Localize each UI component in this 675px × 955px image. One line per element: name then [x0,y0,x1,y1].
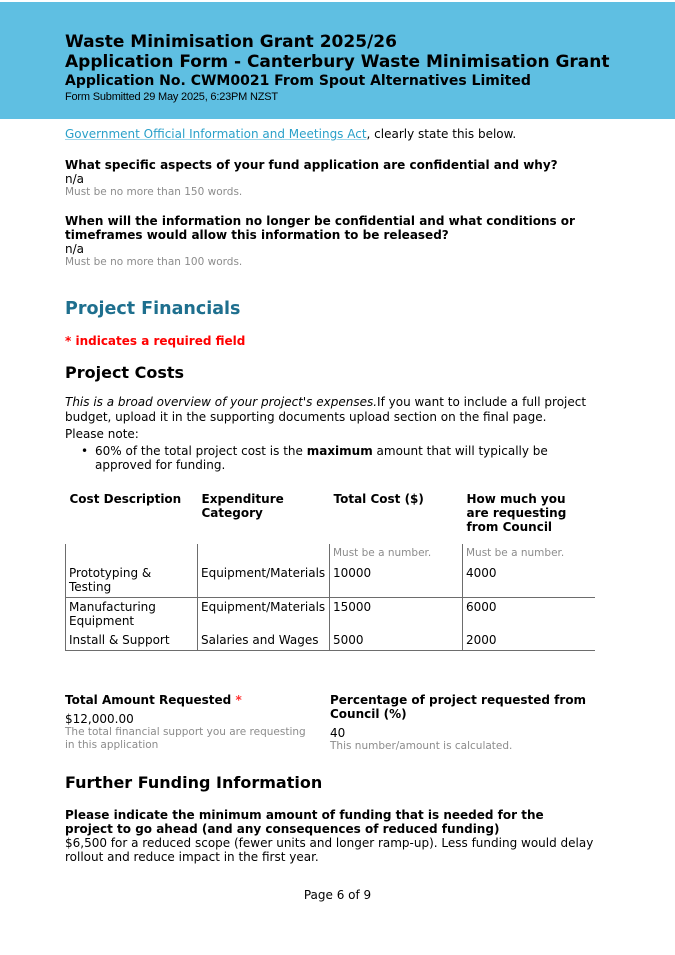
cell-category: Salaries and Wages [198,631,330,651]
form-content [65,127,595,864]
totals-row [65,693,595,753]
page-number: Page 6 of 9 [303,888,372,902]
column-header-cost-description: Cost Description [69,492,182,506]
subsection-title-project-costs: Project Costs [65,363,185,382]
cell-category: Equipment/Materials [198,598,330,632]
field-label: When will the information no longer be confidential and what conditions or timeframes would allow this information to be released? [65,214,575,242]
field-hint: Must be no more than 150 words. [65,186,243,198]
grant-title: Waste Minimisation Grant 2025/26 [65,32,397,52]
table-row [66,544,595,598]
cell-requested: Must be a number. 4000 [463,544,595,598]
section-title-project-financials: Project Financials [65,299,241,319]
goima-link[interactable]: Government Official Information and Meetings Act [65,127,367,141]
field-value: n/a [65,172,85,186]
cell-total: 5000 [330,631,463,651]
bullet-text: 60% of the total project cost is the maximum amount that will typically be approved for funding. [95,444,548,472]
cell-requested: 6000 [463,598,595,632]
field-value: $12,000.00 [65,712,134,726]
percentage-field [330,693,595,753]
table-header-row [66,490,595,544]
column-header-expenditure-category: Expenditure Category [201,492,284,520]
number-hint: Must be a number. [333,547,432,559]
cell-total: 15000 [330,598,463,632]
confidential-release-field [65,214,595,269]
column-header-total-cost: Total Cost ($) [333,492,424,506]
subsection-title-further-funding: Further Funding Information [65,773,323,792]
oia-intro [65,127,595,142]
table-row [66,598,595,632]
column-header-requested: How much you are requesting from Council [466,492,567,534]
field-label: Please indicate the minimum amount of funding that is needed for the project to go ahead (and any consequences of reduced funding) [65,808,544,836]
bullet-icon: • [81,444,89,458]
total-amount-field [65,693,330,753]
funding-cap-bullet [65,444,595,472]
project-costs-table [65,490,595,651]
field-hint: This number/amount is calculated. [330,740,513,752]
cell-total: Must be a number. 10000 [330,544,463,598]
table-row [66,631,595,651]
number-hint: Must be a number. [466,547,565,559]
minimum-funding-field [65,808,595,864]
field-hint: The total financial support you are requesting in this application [65,726,306,751]
application-number: Application No. CWM0021 From Spout Alternatives Limited [65,73,531,89]
field-label: Total Amount Requested * [65,693,242,707]
cell-requested: 2000 [463,631,595,651]
intro-italic: This is a broad overview of your project's expenses. [65,395,378,409]
intro-rest: If you want to include a full project budget, upload it in the supporting documents upload section on the final page. [65,395,587,424]
cell-description: Install & Support [66,631,198,651]
required-asterisk: * [235,693,242,707]
please-note-label: Please note: [65,427,139,441]
field-label: What specific aspects of your fund application are confidential and why? [65,158,558,172]
cell-description: Prototyping & Testing [66,544,198,598]
field-value: $6,500 for a reduced scope (fewer units and longer ramp-up). Less funding would delay rollout and reduce impact in the first year. [65,836,594,864]
field-value: 40 [330,726,346,740]
field-label: Percentage of project requested from Council (%) [330,693,587,721]
oia-intro-text: , clearly state this below. [366,127,517,141]
cell-description: Manufacturing Equipment [66,598,198,632]
project-costs-intro [65,395,595,425]
field-hint: Must be no more than 100 words. [65,256,243,268]
submitted-timestamp: Form Submitted 29 May 2025, 6:23PM NZST [65,91,278,103]
form-header [0,2,675,119]
form-title: Application Form - Canterbury Waste Minimisation Grant [65,52,610,72]
field-value: n/a [65,242,85,256]
required-field-note: * indicates a required field [65,334,246,348]
cell-category: Equipment/Materials [198,544,330,598]
confidential-aspects-field [65,158,595,199]
